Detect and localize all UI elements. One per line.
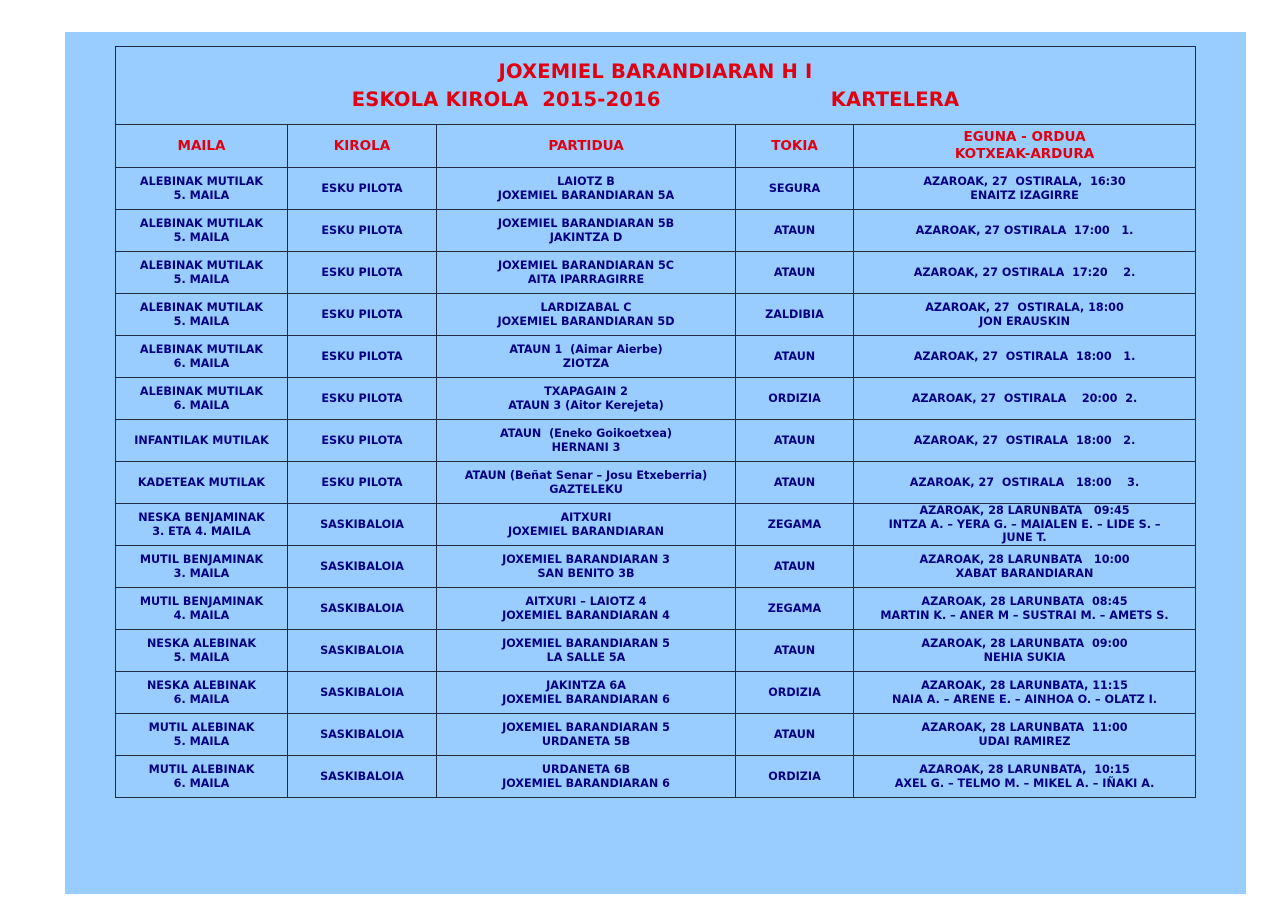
maila-line: MUTIL BENJAMINAK [139,595,264,609]
table-row [116,672,1196,714]
table-row [116,378,1196,420]
kirola-text: SASKIBALOIA [320,559,404,573]
table-row [116,630,1196,672]
eguna-line: AZAROAK, 27 OSTIRALA, 18:00 [925,301,1124,315]
cell-tokia [736,756,854,798]
eguna-line: AZAROAK, 28 LARUNBATA, 10:15 [919,763,1130,777]
cell-eguna [854,672,1196,714]
kartelera-label: KARTELERA [830,87,960,111]
column-header-maila: MAILA [116,125,288,168]
eguna-line: AZAROAK, 27 OSTIRALA 17:00 1. [915,223,1134,237]
cell-kirola [288,672,437,714]
cell-tokia [736,420,854,462]
cell-maila [116,252,288,294]
cell-tokia [736,630,854,672]
maila-line: 3. ETA 4. MAILA [152,524,251,538]
cell-tokia [736,210,854,252]
cell-maila [116,714,288,756]
cell-tokia [736,168,854,210]
tokia-text: ZEGAMA [767,517,822,531]
cell-eguna [854,252,1196,294]
cell-tokia [736,588,854,630]
eguna-line: AZAROAK, 28 LARUNBATA, 11:15 [921,679,1128,693]
cell-kirola [288,714,437,756]
partidua-line: URDANETA 5B [541,734,631,748]
table-row [116,756,1196,798]
cell-kirola [288,168,437,210]
cell-eguna [854,546,1196,588]
cell-tokia [736,714,854,756]
column-header-eguna-line2: KOTXEAK-ARDURA [954,146,1095,162]
schedule-table [115,46,1196,798]
cell-eguna [854,630,1196,672]
tokia-text: SEGURA [768,181,821,195]
cell-partidua [437,168,736,210]
tokia-text: ATAUN [773,643,816,657]
cell-maila [116,210,288,252]
cell-maila [116,630,288,672]
cell-partidua [437,252,736,294]
partidua-line: JOXEMIEL BARANDIARAN 4 [502,608,670,622]
column-header-kirola: KIROLA [288,125,437,168]
schedule-sheet [115,46,1195,798]
partidua-line: ATAUN 3 (Aitor Kerejeta) [508,398,664,412]
maila-line: ALEBINAK MUTILAK [139,217,264,231]
cell-eguna [854,504,1196,546]
partidua-line: JAKINTZA 6A [546,679,626,693]
tokia-text: ZALDIBIA [765,307,824,321]
cell-maila [116,672,288,714]
column-header-tokia: TOKIA [736,125,854,168]
kirola-text: ESKU PILOTA [321,475,403,489]
maila-line: 5. MAILA [173,272,230,286]
cell-eguna [854,714,1196,756]
cell-maila [116,378,288,420]
cell-maila [116,504,288,546]
cell-partidua [437,588,736,630]
cell-kirola [288,588,437,630]
maila-line: INFANTILAK MUTILAK [134,433,269,447]
tokia-text: ATAUN [773,433,816,447]
tokia-text: ORDIZIA [768,769,821,783]
cell-eguna [854,168,1196,210]
partidua-line: ATAUN 1 (Aimar Aierbe) [509,343,663,357]
cell-eguna [854,378,1196,420]
kirola-text: SASKIBALOIA [320,727,404,741]
kirola-text: ESKU PILOTA [321,265,403,279]
maila-line: 6. MAILA [173,692,230,706]
title-line-2 [118,86,1193,114]
cell-kirola [288,420,437,462]
cell-partidua [437,336,736,378]
kirola-text: SASKIBALOIA [320,643,404,657]
eguna-line: AZAROAK, 28 LARUNBATA 10:00 [919,553,1130,567]
maila-line: MUTIL ALEBINAK [148,721,255,735]
tokia-text: ORDIZIA [768,391,821,405]
eguna-line: INTZA A. – YERA G. – MAIALEN E. – LIDE S. – [888,517,1161,531]
maila-line: 5. MAILA [173,734,230,748]
cell-tokia [736,294,854,336]
kirola-text: ESKU PILOTA [321,391,403,405]
schedule-rows [116,168,1196,798]
table-row [116,252,1196,294]
table-row [116,210,1196,252]
eguna-line: MARTIN K. – ANER M – SUSTRAI M. – AMETS S. [880,608,1169,622]
program-title: ESKOLA KIROLA 2015-2016 [351,87,661,111]
column-header-eguna-line1: EGUNA - ORDUA [963,129,1086,145]
eguna-line: AZAROAK, 27 OSTIRALA 18:00 2. [913,433,1136,447]
cell-kirola [288,504,437,546]
cell-kirola [288,252,437,294]
partidua-line: JOXEMIEL BARANDIARAN 5C [498,259,674,273]
cell-eguna [854,210,1196,252]
cell-tokia [736,672,854,714]
partidua-line: ATAUN (Eneko Goikoetxea) [499,427,673,441]
maila-line: 3. MAILA [173,566,230,580]
partidua-line: JOXEMIEL BARANDIARAN [507,524,665,538]
document-title [116,47,1196,125]
maila-line: 5. MAILA [173,314,230,328]
cell-maila [116,168,288,210]
tokia-text: ATAUN [773,559,816,573]
tokia-text: ATAUN [773,349,816,363]
partidua-line: TXAPAGAIN 2 [544,385,628,399]
partidua-line: JOXEMIEL BARANDIARAN 6 [502,776,670,790]
partidua-line: ZIOTZA [562,356,610,370]
maila-line: 5. MAILA [173,650,230,664]
partidua-line: SAN BENITO 3B [537,566,635,580]
eguna-line: AZAROAK, 28 LARUNBATA 08:45 [921,595,1128,609]
partidua-line: JOXEMIEL BARANDIARAN 5 [502,637,670,651]
cell-eguna [854,756,1196,798]
eguna-line: NAIA A. – ARENE E. – AINHOA O. – OLATZ I. [892,692,1158,706]
cell-kirola [288,294,437,336]
cell-partidua [437,630,736,672]
title-row [116,47,1196,125]
column-header-eguna [854,125,1196,168]
partidua-line: JOXEMIEL BARANDIARAN 5B [497,217,675,231]
partidua-line: GAZTELEKU [549,482,623,496]
cell-maila [116,756,288,798]
eguna-line: NEHIA SUKIA [983,650,1066,664]
kirola-text: SASKIBALOIA [320,601,404,615]
cell-partidua [437,462,736,504]
partidua-line: JOXEMIEL BARANDIARAN 3 [502,553,670,567]
cell-partidua [437,294,736,336]
kirola-text: SASKIBALOIA [320,685,404,699]
table-row [116,504,1196,546]
maila-line: MUTIL ALEBINAK [148,763,255,777]
cell-maila [116,336,288,378]
maila-line: 6. MAILA [173,776,230,790]
eguna-line: UDAI RAMIREZ [978,734,1071,748]
maila-line: ALEBINAK MUTILAK [139,301,264,315]
eguna-line: AZAROAK, 27 OSTIRALA 17:20 2. [913,265,1136,279]
maila-line: 6. MAILA [173,398,230,412]
maila-line: ALEBINAK MUTILAK [139,175,264,189]
cell-tokia [736,546,854,588]
table-row [116,168,1196,210]
partidua-line: AITXURI [560,511,612,525]
eguna-line: AZAROAK, 28 LARUNBATA 09:45 [919,504,1130,518]
maila-line: NESKA ALEBINAK [146,637,257,651]
kirola-text: ESKU PILOTA [321,223,403,237]
maila-line: 5. MAILA [173,230,230,244]
cell-partidua [437,378,736,420]
maila-line: ALEBINAK MUTILAK [139,343,264,357]
partidua-line: LAIOTZ B [557,175,615,189]
cell-tokia [736,462,854,504]
kirola-text: SASKIBALOIA [320,769,404,783]
school-name: JOXEMIEL BARANDIARAN H I [498,59,813,83]
kirola-text: ESKU PILOTA [321,433,403,447]
partidua-line: JAKINTZA D [549,230,623,244]
cell-kirola [288,546,437,588]
eguna-line: AZAROAK, 28 LARUNBATA 11:00 [921,721,1128,735]
cell-maila [116,420,288,462]
partidua-line: JOXEMIEL BARANDIARAN 5D [497,314,675,328]
table-row [116,588,1196,630]
maila-line: 5. MAILA [173,188,230,202]
table-row [116,294,1196,336]
eguna-line: AZAROAK, 27 OSTIRALA 18:00 1. [913,349,1136,363]
eguna-line: AZAROAK, 27 OSTIRALA 20:00 2. [911,391,1138,405]
table-row [116,714,1196,756]
cell-partidua [437,756,736,798]
cell-partidua [437,210,736,252]
maila-line: NESKA ALEBINAK [146,679,257,693]
cell-partidua [437,672,736,714]
partidua-line: JOXEMIEL BARANDIARAN 5 [502,721,670,735]
cell-kirola [288,756,437,798]
partidua-line: LA SALLE 5A [546,650,626,664]
cell-partidua [437,504,736,546]
tokia-text: ATAUN [773,223,816,237]
partidua-line: AITXURI – LAIOTZ 4 [525,595,647,609]
cell-eguna [854,294,1196,336]
eguna-line: JON ERAUSKIN [979,314,1070,328]
eguna-line: AZAROAK, 28 LARUNBATA 09:00 [921,637,1128,651]
cell-tokia [736,378,854,420]
maila-line: ALEBINAK MUTILAK [139,259,264,273]
cell-tokia [736,252,854,294]
table-row [116,420,1196,462]
kirola-text: SASKIBALOIA [320,517,404,531]
column-header-partidua: PARTIDUA [437,125,736,168]
eguna-line: AXEL G. – TELMO M. – MIKEL A. – IÑAKI A. [894,776,1155,790]
cell-maila [116,462,288,504]
kirola-text: ESKU PILOTA [321,307,403,321]
tokia-text: ATAUN [773,265,816,279]
cell-eguna [854,336,1196,378]
tokia-text: ORDIZIA [768,685,821,699]
eguna-line: AZAROAK, 27 OSTIRALA 18:00 3. [909,475,1140,489]
cell-eguna [854,420,1196,462]
tokia-text: ATAUN [773,475,816,489]
table-row [116,462,1196,504]
partidua-line: ATAUN (Beñat Senar – Josu Etxeberria) [464,469,708,483]
eguna-line: JUNE T. [1002,531,1047,545]
cell-maila [116,546,288,588]
partidua-line: JOXEMIEL BARANDIARAN 5A [497,188,675,202]
cell-maila [116,294,288,336]
partidua-line: LARDIZABAL C [540,301,632,315]
table-row [116,546,1196,588]
cell-kirola [288,336,437,378]
eguna-line: XABAT BARANDIARAN [955,566,1094,580]
tokia-text: ATAUN [773,727,816,741]
cell-partidua [437,714,736,756]
cell-eguna [854,462,1196,504]
kirola-text: ESKU PILOTA [321,181,403,195]
maila-line: KADETEAK MUTILAK [137,475,266,489]
maila-line: 4. MAILA [173,608,230,622]
partidua-line: AITA IPARRAGIRRE [527,272,645,286]
maila-line: 6. MAILA [173,356,230,370]
partidua-line: URDANETA 6B [541,763,631,777]
cell-kirola [288,462,437,504]
partidua-line: JOXEMIEL BARANDIARAN 6 [502,692,670,706]
maila-line: MUTIL BENJAMINAK [139,553,264,567]
partidua-line: HERNANI 3 [551,440,621,454]
cell-maila [116,588,288,630]
eguna-line: ENAITZ IZAGIRRE [970,188,1079,202]
cell-partidua [437,420,736,462]
cell-eguna [854,588,1196,630]
table-row [116,336,1196,378]
cell-tokia [736,336,854,378]
maila-line: ALEBINAK MUTILAK [139,385,264,399]
cell-kirola [288,630,437,672]
kirola-text: ESKU PILOTA [321,349,403,363]
cell-kirola [288,378,437,420]
tokia-text: ZEGAMA [767,601,822,615]
cell-partidua [437,546,736,588]
maila-line: NESKA BENJAMINAK [138,511,265,525]
eguna-line: AZAROAK, 27 OSTIRALA, 16:30 [923,175,1126,189]
cell-tokia [736,504,854,546]
column-header-row [116,125,1196,168]
cell-kirola [288,210,437,252]
